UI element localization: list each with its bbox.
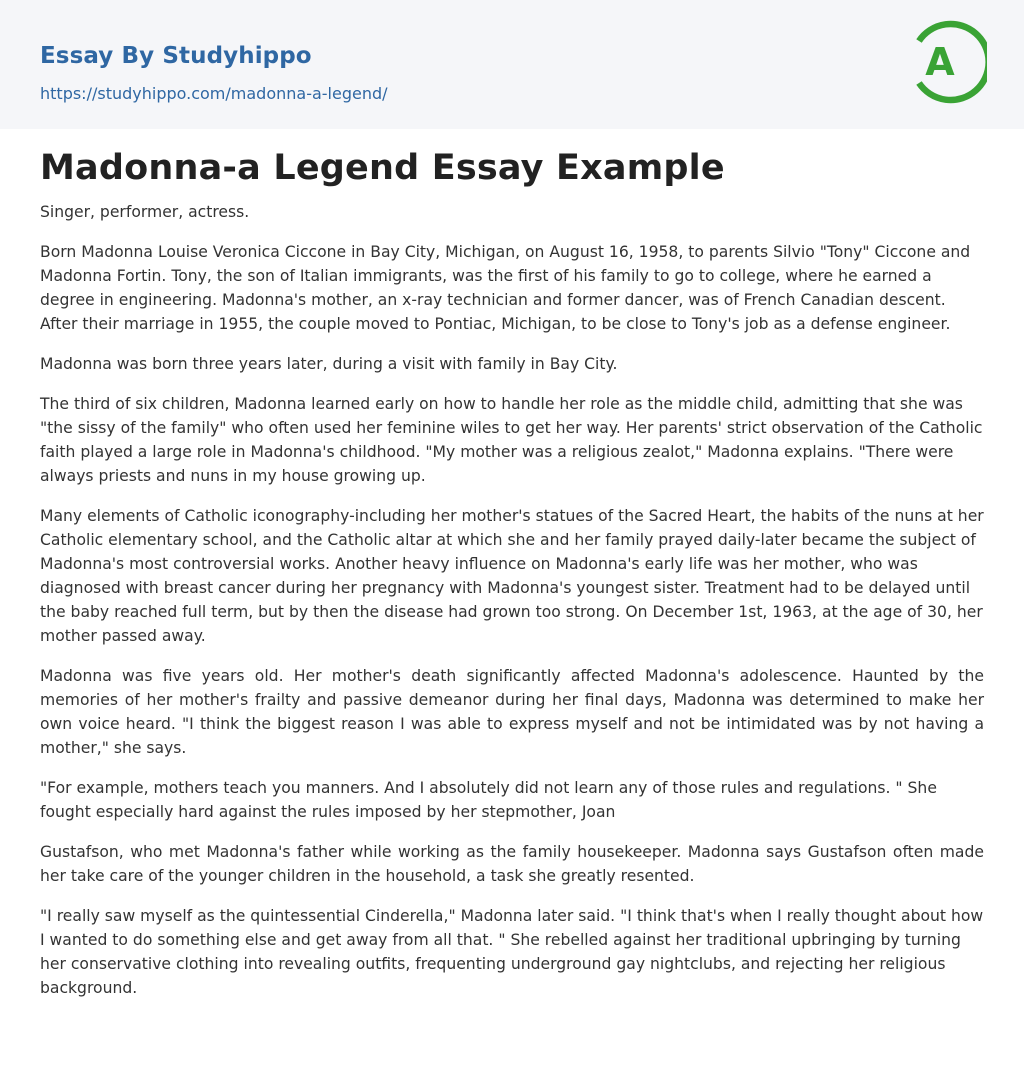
paragraph: "For example, mothers teach you manners. And I absolutely did not learn any of those rules and regulations. " She fought especially hard against the rules imposed by her stepmother, Joan — [40, 779, 937, 821]
paragraph: Madonna was five years old. Her mother's death significantly affected Madonna's adolescence. Haunted by the memories of her mother's frailty and passive demeanor during her final days, Madonna was determined to make her own voice heard. "I think the biggest reason I was able to express myself and not be intimidated was by not having a mother," she says. — [40, 667, 984, 757]
paragraph: Singer, performer, actress. — [40, 203, 250, 221]
paragraph: Born Madonna Louise Veronica Ciccone in Bay City, Michigan, on August 16, 1958, to parents Silvio "Tony" Ciccone and Madonna Fortin. Tony, the son of Italian immigrants, was the first of his family to go to college, where he earned a degree in engineering. Madonna's mother, an x-ray technician and former dancer, was of French Canadian descent. After their marriage in 1955, the couple moved to Pontiac, Michigan, to be close to Tony's job as a defense engineer. — [40, 243, 971, 333]
essay-body — [40, 200, 984, 1016]
page-title: Madonna-a Legend Essay Example — [40, 148, 725, 188]
paragraph: Gustafson, who met Madonna's father while working as the family housekeeper. Madonna says Gustafson often made her take care of the younger children in the household, a task she greatly resented. — [40, 843, 984, 885]
logo-letter: A — [925, 40, 955, 84]
paragraph: Madonna was born three years later, during a visit with family in Bay City. — [40, 355, 618, 373]
paragraph: Many elements of Catholic iconography-including her mother's statues of the Sacred Heart, the habits of the nuns at her Catholic elementary school, and the Catholic altar at which she and her family prayed daily-later became the subject of Madonna's most controversial works. Another heavy influence on Madonna's early life was her mother, who was diagnosed with breast cancer during her pregnancy with Madonna's youngest sister. Treatment had to be delayed until the baby reached full term, but by then the disease had grown too strong. On December 1st, 1963, at the age of 30, her mother passed away. — [40, 507, 984, 645]
paragraph: The third of six children, Madonna learned early on how to handle her role as the middle child, admitting that she was "the sissy of the family" who often used her feminine wiles to get her way. Her parents' strict observation of the Catholic faith played a large role in Madonna's childhood. "My mother was a religious zealot," Madonna explains. "There were always priests and nuns in my house growing up. — [40, 395, 983, 485]
site-brand[interactable]: Essay By Studyhippo — [40, 43, 312, 69]
paragraph: "I really saw myself as the quintessential Cinderella," Madonna later said. "I think that's when I really thought about how I wanted to do something else and get away from all that. " She rebelled against her traditional upbringing by turning her conservative clothing into revealing outfits, frequenting underground gay nightclubs, and rejecting her religious background. — [40, 907, 984, 997]
studyhippo-logo-icon[interactable] — [911, 18, 987, 106]
essay-url-link[interactable]: https://studyhippo.com/madonna-a-legend/ — [40, 84, 388, 103]
